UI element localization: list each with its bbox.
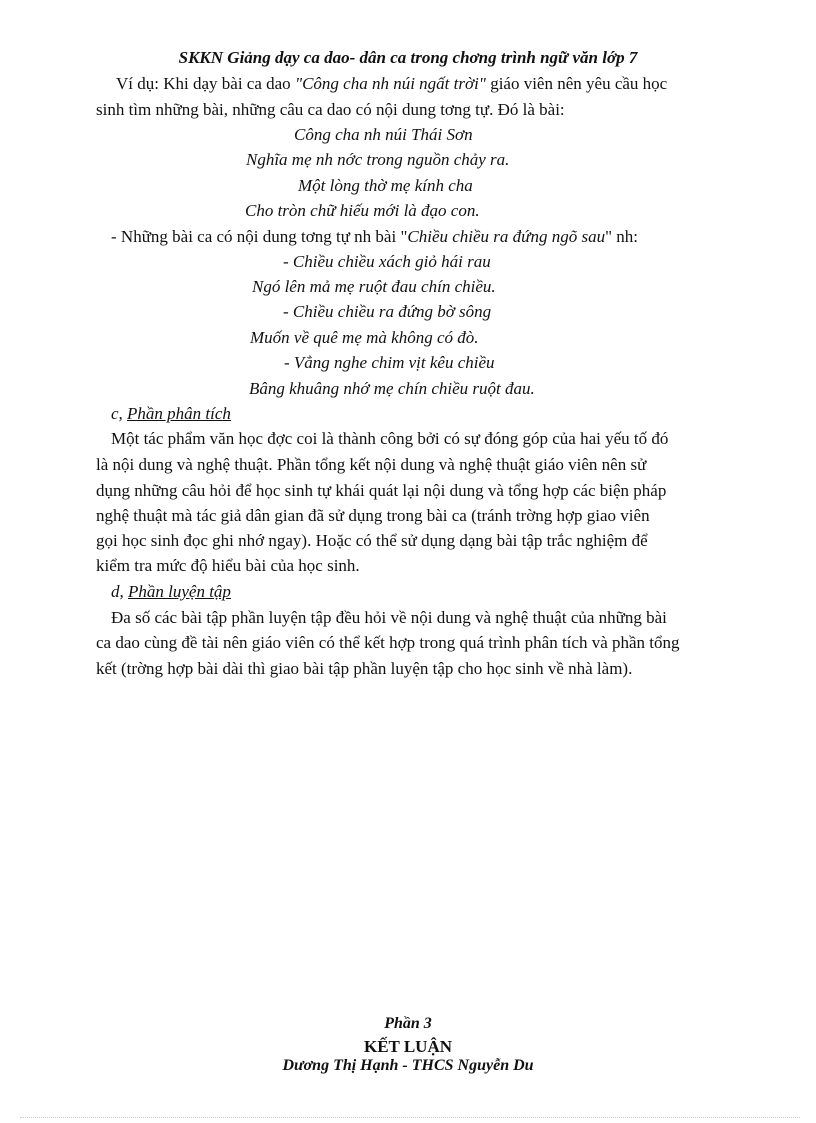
poem2-line: Bâng khuâng nhớ mẹ chín chiều ruột đau. — [249, 379, 535, 398]
poem2-line: Ngó lên mả mẹ ruột đau chín chiều. — [252, 277, 496, 296]
poem1-line: Nghĩa mẹ nh nớc trong nguồn chảy ra. — [246, 150, 510, 169]
page-footer: Dương Thị Hạnh - THCS Nguyễn Du — [282, 1057, 534, 1074]
page-header: SKKN Giảng dạy ca dao- dân ca trong chơng trình ngữ văn lớp 7 — [178, 48, 638, 67]
poem1-line: Cho tròn chữ hiếu mới là đạo con. — [245, 201, 480, 220]
paragraph-analysis-line: nghệ thuật mà tác giả dân gian đã sử dụng trong bài ca (tránh trờng hợp giao viên — [96, 506, 650, 525]
paragraph-example-line-1 — [116, 74, 667, 94]
paragraph-analysis-line: dụng những câu hỏi để học sinh tự khái quát lại nội dung và tổng hợp các biện pháp — [96, 481, 667, 500]
section-d-heading — [111, 582, 231, 602]
paragraph-practice-line: kết (trờng hợp bài dài thì giao bài tập phần luyện tập cho học sinh về nhà làm). — [96, 659, 633, 678]
similar-text: - Những bài ca có nội dung tơng tự nh bài " — [111, 227, 408, 246]
section-c-heading — [111, 404, 231, 424]
paragraph-similar — [111, 227, 638, 247]
similar-text-end: " nh: — [605, 227, 638, 246]
poem2-line: - Chiều chiều ra đứng bờ sông — [283, 302, 492, 321]
poem2-line: - Vẳng nghe chim vịt kêu chiều — [284, 353, 495, 372]
part-label: Phần 3 — [384, 1015, 432, 1032]
example-poem-title: "Công cha nh núi ngất trời" — [294, 74, 486, 93]
poem2-line: - Chiều chiều xách giỏ hái rau — [283, 252, 491, 271]
section-d-prefix: d, — [111, 582, 128, 601]
paragraph-analysis-line: kiểm tra mức độ hiểu bài của học sinh. — [96, 556, 360, 575]
footer-divider — [20, 1117, 800, 1118]
similar-poem-title: Chiều chiều ra đứng ngõ sau — [407, 227, 606, 246]
paragraph-analysis-line: Một tác phẩm văn học đợc coi là thành công bởi có sự đóng góp của hai yếu tố đó — [111, 429, 669, 448]
paragraph-practice-line: Đa số các bài tập phần luyện tập đều hỏi về nội dung và nghệ thuật của những bài — [111, 608, 667, 627]
section-c-title: Phần phân tích — [127, 404, 231, 423]
poem1-line: Công cha nh núi Thái Sơn — [294, 125, 473, 144]
section-d-title: Phần luyện tập — [128, 582, 231, 601]
poem1-line: Một lòng thờ mẹ kính cha — [298, 176, 473, 195]
paragraph-analysis-line: là nội dung và nghệ thuật. Phần tổng kết nội dung và nghệ thuật giáo viên nên sử — [96, 455, 647, 474]
paragraph-analysis-line: gọi học sinh đọc ghi nhớ ngay). Hoặc có thể sử dụng dạng bài tập trắc nghiệm để — [96, 531, 648, 550]
paragraph-practice-line: ca dao cùng đề tài nên giáo viên có thể kết hợp trong quá trình phân tích và phần tổng — [96, 633, 680, 652]
example-text-end: giáo viên nên yêu cầu học — [485, 74, 668, 93]
example-text: Ví dụ: Khi dạy bài ca dao — [116, 74, 295, 93]
conclusion-heading: KẾT LUẬN — [363, 1037, 452, 1056]
section-c-prefix: c, — [111, 404, 128, 423]
poem2-line: Muốn về quê mẹ mà không có đò. — [250, 328, 479, 347]
paragraph-example-line-2: sinh tìm những bài, những câu ca dao có nội dung tơng tự. Đó là bài: — [96, 100, 565, 119]
